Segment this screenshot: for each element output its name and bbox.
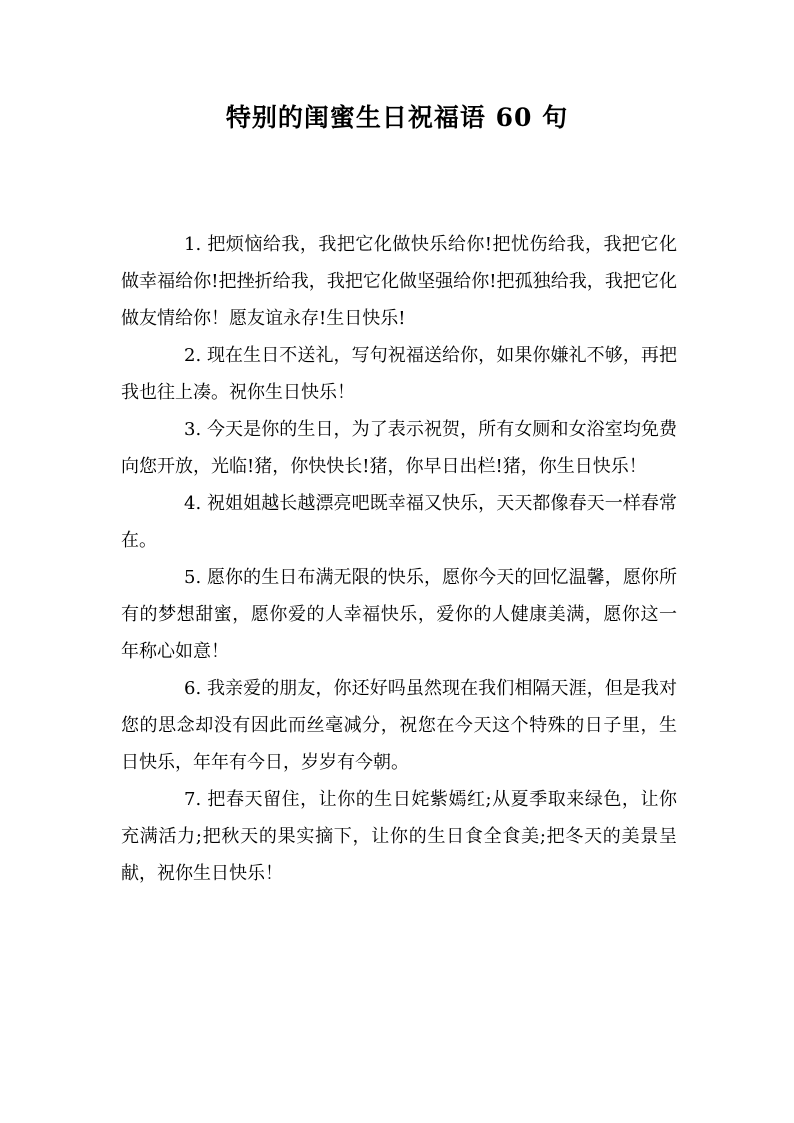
- document-body: [121, 226, 677, 892]
- paragraph-5: 5. 愿你的生日布满无限的快乐，愿你今天的回忆温馨，愿你所有的梦想甜蜜，愿你爱的人幸福快乐，爱你的人健康美满，愿你这一年称心如意！: [121, 567, 677, 662]
- paragraph-6: 6. 我亲爱的朋友，你还好吗虽然现在我们相隔天涯，但是我对您的思念却没有因此而丝毫减分，祝您在今天这个特殊的日子里，生日快乐，年年有今日，岁岁有今朝。: [121, 678, 677, 773]
- paragraph-2: 2. 现在生日不送礼，写句祝福送给你，如果你嫌礼不够，再把我也往上凑。祝你生日快乐！: [121, 345, 677, 403]
- paragraph-3: 3. 今天是你的生日，为了表示祝贺，所有女厕和女浴室均免费向您开放，光临!猪，你快快长!猪，你早日出栏!猪，你生日快乐！: [121, 419, 677, 477]
- paragraph-7: 7. 把春天留住，让你的生日姹紫嫣红;从夏季取来绿色，让你充满活力;把秋天的果实摘下，让你的生日食全食美;把冬天的美景呈献，祝你生日快乐！: [121, 789, 677, 884]
- paragraph-1: 1. 把烦恼给我，我把它化做快乐给你!把忧伤给我，我把它化做幸福给你!把挫折给我，我把它化做坚强给你!把孤独给我，我把它化做友情给你！愿友谊永存!生日快乐!: [121, 234, 677, 329]
- document-title: 特别的闺蜜生日祝福语 60 句: [225, 103, 569, 132]
- paragraph-4: 4. 祝姐姐越长越漂亮吧既幸福又快乐，天天都像春天一样春常在。: [121, 493, 677, 551]
